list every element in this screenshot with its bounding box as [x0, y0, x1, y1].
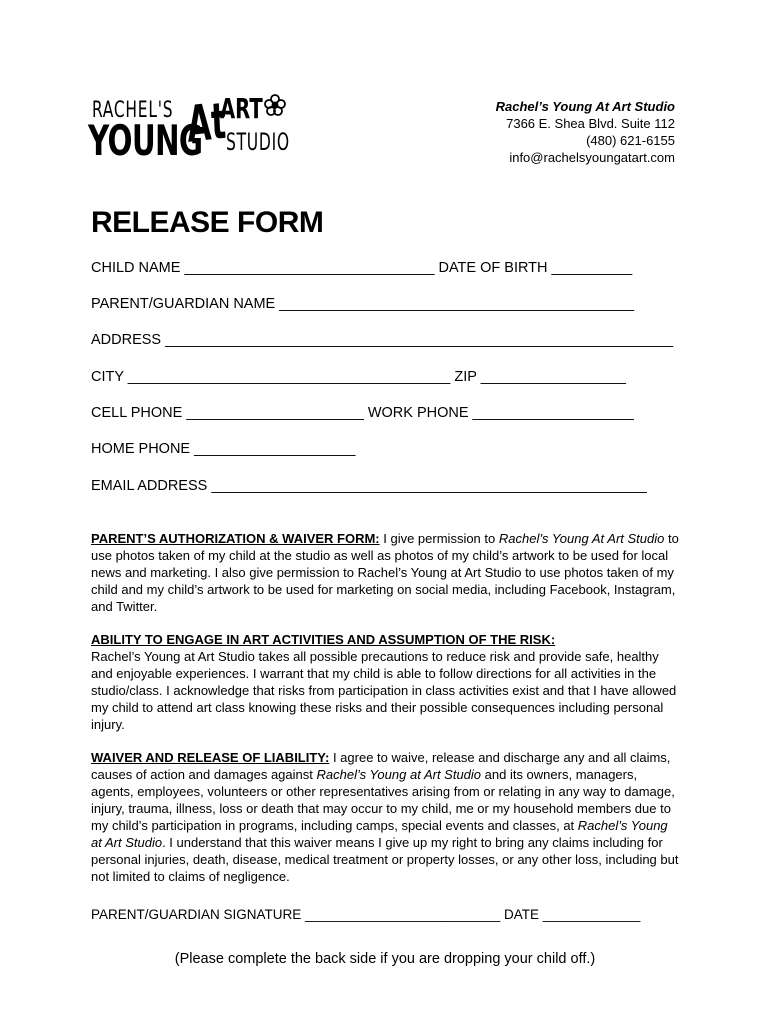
signature-field[interactable]: PARENT/GUARDIAN SIGNATURE __________________________ — [91, 907, 501, 922]
waiver-text-1: I agree to waive, release and discharge any and all claims, causes of action and damages against — [91, 750, 671, 782]
row-child — [91, 260, 632, 276]
address-field[interactable]: ADDRESS _______________________________________________________________ — [91, 332, 674, 348]
ability-section — [91, 631, 681, 733]
studio-address: 7366 E. Shea Blvd. Suite 112 — [506, 116, 675, 131]
logo-young: YOUNG — [88, 116, 203, 165]
back-side-note: (Please complete the back side if you are dropping your child off.) — [174, 951, 596, 967]
logo-at: At — [186, 91, 228, 154]
zip-field[interactable]: ZIP __________________ — [454, 369, 626, 385]
waiver-studio-name-2: Rachel’s Young at Art Studio — [91, 818, 668, 850]
authorization-text-1: I give permission to — [379, 531, 499, 546]
page-title: RELEASE FORM — [91, 206, 324, 239]
waiver-text-3: . I understand that this waiver means I give up my right to bring any claims including for personal injuries, death, disease, medical treatment or property losses, or any other loss, including but not limited to claims of negligence. — [91, 835, 679, 884]
logo-rachels: RACHEL'S — [92, 98, 174, 123]
waiver-section — [91, 749, 681, 885]
work-phone-field[interactable]: WORK PHONE ____________________ — [367, 405, 634, 421]
signature-date-field[interactable]: DATE _____________ — [504, 907, 641, 922]
studio-name: Rachel’s Young At Art Studio — [495, 99, 675, 114]
row-phones — [91, 405, 634, 421]
child-name-field[interactable]: CHILD NAME _______________________________ — [91, 260, 435, 276]
studio-logo — [88, 90, 288, 180]
logo-art: ART — [220, 92, 263, 125]
flower-icon — [264, 94, 286, 116]
email-field[interactable]: EMAIL ADDRESS ______________________________________________________ — [91, 478, 647, 494]
studio-contact — [496, 98, 675, 166]
authorization-section — [91, 530, 681, 615]
studio-phone: (480) 621-6155 — [586, 133, 675, 148]
waiver-studio-name-1: Rachel’s Young at Art Studio — [316, 767, 482, 782]
waiver-text-2: and its owners, managers, agents, employees, volunteers or other representatives arising from or relating in any way to damage, injury, trauma, illness, loss or death that may occur to my child, me or my household members due to my child’s participation in programs, including camps, special events and classes, at — [91, 767, 675, 833]
city-field[interactable]: CITY ________________________________________ — [91, 369, 451, 385]
ability-text: Rachel’s Young at Art Studio takes all possible precautions to reduce risk and provide safe, healthy and enjoyable experiences. I warrant that my child is able to follow directions for all activities in the studio/class. I acknowledge that risks from participation in class activities exist and that I have allowed my child to attend art class knowing these risks and their possible consequences including personal injury. — [91, 649, 677, 732]
authorization-studio-name: Rachel’s Young At Art Studio — [498, 531, 665, 546]
authorization-heading: PARENT’S AUTHORIZATION & WAIVER FORM: — [91, 531, 380, 546]
signature-row — [91, 907, 640, 922]
cell-phone-field[interactable]: CELL PHONE ______________________ — [91, 405, 364, 421]
home-phone-field[interactable]: HOME PHONE ____________________ — [91, 441, 356, 457]
row-city — [91, 369, 626, 385]
parent-name-field[interactable]: PARENT/GUARDIAN NAME ____________________________________________ — [91, 296, 635, 312]
waiver-heading: WAIVER AND RELEASE OF LIABILITY: — [91, 750, 330, 765]
ability-heading: ABILITY TO ENGAGE IN ART ACTIVITIES AND ASSUMPTION OF THE RISK: — [91, 632, 556, 647]
studio-email: info@rachelsyoungatart.com — [509, 150, 675, 165]
date-of-birth-field[interactable]: DATE OF BIRTH __________ — [438, 260, 633, 276]
logo-studio: STUDIO — [226, 128, 290, 156]
authorization-text-2: to use photos taken of my child at the studio as well as photos of my child’s artwork to be used for local news and marketing. I also give permission to Rachel’s Young at Art Studio to use photos taken of my child and my child’s artwork to be used for marketing on social media, including Facebook, Instagram, and Twitter. — [91, 531, 679, 614]
